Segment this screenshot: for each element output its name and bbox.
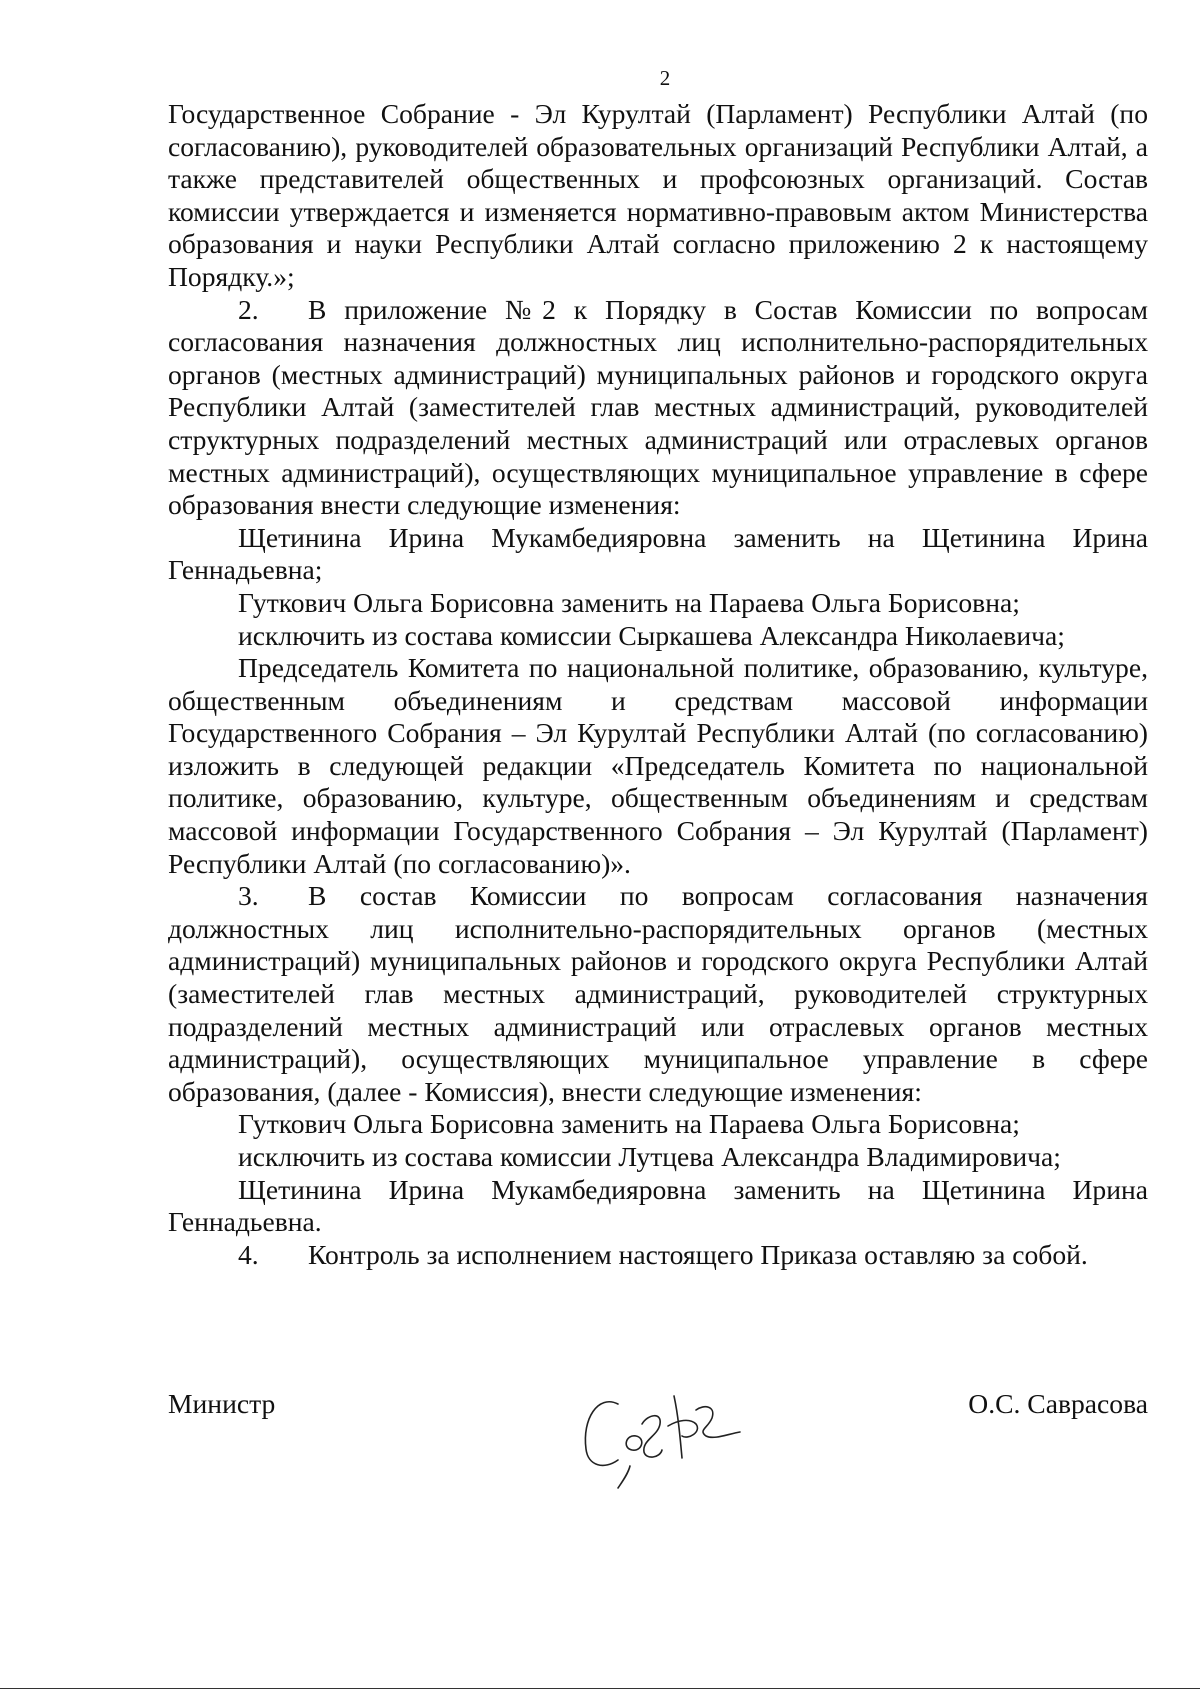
item-2-change-1: Щетинина Ирина Мукамбедияровна заменить на Щетинина Ирина Геннадьевна;	[168, 521, 1148, 586]
handwritten-signature	[578, 1374, 778, 1494]
item-2-change-4: Председатель Комитета по национальной политике, образованию, культуре, общественным объединениям и средствам массовой информации Государственного Собрания – Эл Курултай Республики Алтай (по согласованию) изложить в следующей редакции «Председатель Комитета по национальной политике, образованию, культуре, общественным объединениям и средствам массовой информации Государственного Собрания – Эл Курултай (Парламент) Республики Алтай (по согласованию)».	[168, 652, 1148, 879]
item-3-text: В состав Комиссии по вопросам согласования назначения должностных лиц исполнительно-распорядительных органов (местных администраций) муниципальных районов и городского округа Республики Алтай (заместителей глав местных администраций, руководителей структурных подразделений местных администраций или отраслевых органов местных администраций), осуществляющих муниципальное управление в сфере образования, (далее - Комиссия), внести следующие изменения:	[168, 880, 1148, 1107]
signatory-title: Министр	[168, 1388, 276, 1419]
signatory-name: О.С. Саврасова	[968, 1388, 1148, 1419]
paragraph-continuation: Государственное Собрание - Эл Курултай (Парламент) Республики Алтай (по согласованию), руководителей образовательных организаций Республики Алтай, а также представителей общественных и профсоюзных организаций. Состав комиссии утверждается и изменяется нормативно-правовым актом Министерства образования и науки Республики Алтай согласно приложению 2 к настоящему Порядку.»;	[168, 98, 1148, 292]
item-2	[168, 294, 1148, 522]
item-3-change-3: Щетинина Ирина Мукамбедияровна заменить на Щетинина Ирина Геннадьевна.	[168, 1173, 1148, 1238]
item-2-number: 2.	[238, 293, 259, 325]
item-3-change-1: Гуткович Ольга Борисовна заменить на Параева Ольга Борисовна;	[238, 1108, 1020, 1140]
signature-block	[168, 1388, 1148, 1528]
item-4-text: Контроль за исполнением настоящего Приказа оставляю за собой.	[308, 1238, 1088, 1270]
item-2-change-3: исключить из состава комиссии Сыркашева Александра Николаевича;	[238, 619, 1065, 651]
item-4-number: 4.	[238, 1238, 259, 1270]
document-body	[168, 98, 1148, 1271]
item-3	[168, 880, 1148, 1108]
item-2-change-2: Гуткович Ольга Борисовна заменить на Параева Ольга Борисовна;	[238, 586, 1020, 618]
item-4	[168, 1239, 1148, 1272]
page-bottom-edge	[0, 1688, 1200, 1689]
item-2-text: В приложение №2 к Порядку в Состав Комиссии по вопросам согласования назначения должностных лиц исполнительно-распорядительных органов (местных администраций) муниципальных районов и городского округа Республики Алтай (заместителей глав местных администраций, руководителей структурных подразделений местных администраций или отраслевых органов местных администраций), осуществляющих муниципальное управление в сфере образования внести следующие изменения:	[168, 293, 1148, 521]
item-3-number: 3.	[238, 880, 259, 912]
page-number: 2	[659, 66, 671, 90]
item-3-change-2: исключить из состава комиссии Лутцева Александра Владимировича;	[238, 1141, 1061, 1172]
